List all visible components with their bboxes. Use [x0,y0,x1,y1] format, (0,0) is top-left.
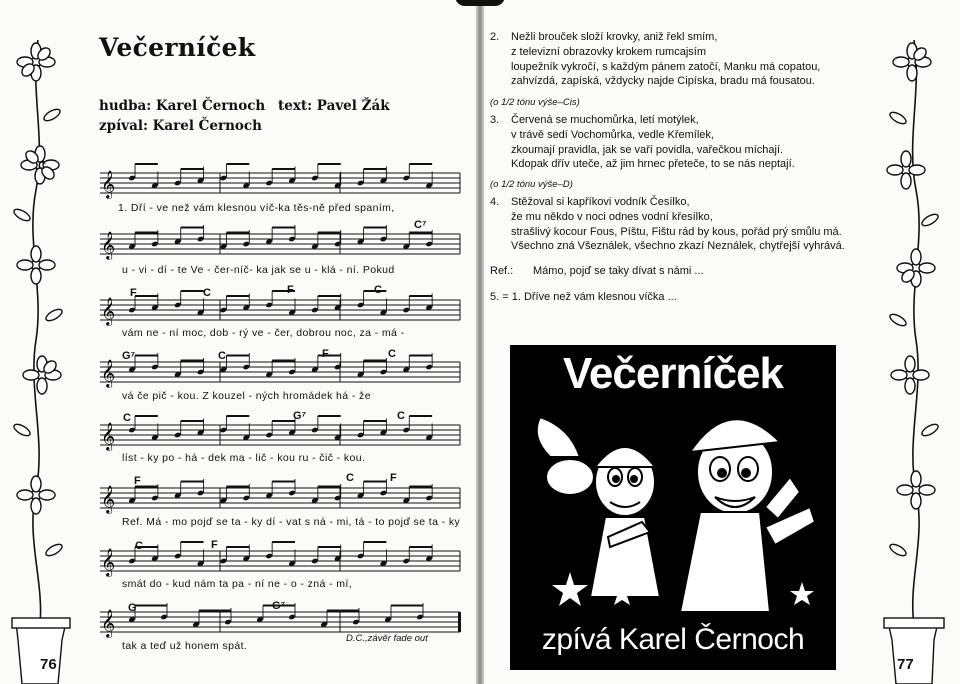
lyric-line: vá če pič - kou. Z kouzel - ných hromádek há - že [122,390,371,402]
lyric-line: 1. Dří - ve než vám klesnou víč-ka těs-ně před spaním, [118,202,395,214]
transpose-note: (o 1/2 tónu výše–D) [490,179,573,190]
staff-system [100,542,460,577]
chord-symbol: G⁷ [293,410,307,422]
lyric-line: vám ne - ní moc, dob - rý ve - čer, dobrou noc, za - má - [122,327,405,339]
staff-system [100,479,460,514]
verse-line: Červená se muchomůrka, letí motýlek, [511,114,699,126]
svg-text:𝄞: 𝄞 [101,170,116,198]
dc-note: D.C.,závěr fade out [346,633,428,644]
page-number-left: 76 [40,656,57,673]
chord-symbol: C⁷ [414,219,427,231]
verse-line: z televizní obrazovky krokem rumcajsím [511,45,706,58]
verse-line: loupežník vykročí, s každým pánem zatočí, Manku má copatou, [511,60,821,73]
verse-4 [490,195,865,255]
chord-symbol: F [390,472,397,484]
chord-symbol: C [135,540,143,552]
lyric-line: líst - ky po - há - dek ma - lič - kou ru - čič - kou. [122,452,366,464]
verse-line: Všechno zná Všeználek, všechno zkazí Neználek, chytřejší vyhrává. [511,240,845,253]
vecernicek-poster [510,345,836,670]
verse-line: Stěžoval si kapříkovi vodník Česílko, [511,196,690,208]
chord-symbol: C [203,287,211,299]
verse-5: 5. = 1. Dříve než vám klesnou víčka ... [490,291,677,303]
verse-line: zahvízdá, zapíská, vždycky najde Cipíska, bradu má fousatou. [511,75,815,88]
chord-symbol: C [388,348,396,360]
credit-text: text: Pavel Žák [278,98,390,114]
verse-number: 2. [490,31,500,43]
svg-text:𝄞: 𝄞 [101,422,116,450]
svg-text:𝄞: 𝄞 [101,548,116,576]
credit-sung: zpíval: Karel Černoch [99,118,262,134]
song-title: Večerníček [99,33,256,62]
verse-2 [490,30,860,90]
lyric-line: Ref. Má - mo pojď se ta - ky dí - vat s ná - mi, tá - to pojď se ta - ky [122,516,461,528]
chord-symbol: F [130,287,137,299]
flower-vine-right [876,0,956,684]
svg-text:𝄞: 𝄞 [101,609,116,637]
verse-line: že mu někdo v noci odnes vodní křesílko, [511,210,713,223]
svg-text:𝄞: 𝄞 [101,359,116,387]
svg-text:𝄞: 𝄞 [101,297,116,325]
chord-symbol: C [374,284,382,296]
staff-system [100,225,460,260]
svg-text:𝄞: 𝄞 [101,485,116,513]
staff-system [100,416,460,451]
chord-symbol: G⁷ [272,600,286,612]
verse-line: zkoumají pravidla, jak se vaří povidla, vařečkou míchají. [511,143,784,156]
binding-clip [455,0,505,6]
chord-symbol: F [134,475,141,487]
refrain-text: Mámo, pojď se taky dívat s námi ... [533,265,704,277]
chord-symbol: F [287,284,294,296]
chord-symbol: C [123,412,131,424]
staff-system [100,353,460,388]
poster-title: Večerníček [563,349,783,398]
verse-line: Nežli brouček složí krovky, aniž řekl smím, [511,31,718,43]
flower-vine-left [0,0,80,684]
verse-line: strašlivý kocour Fous, Píštu, Fištu rád by kous, pořád prý smůlu má. [511,225,842,238]
staff-system [100,164,460,199]
verse-3 [490,113,860,173]
verse-number: 3. [490,114,500,126]
chord-symbol: C [346,472,354,484]
lyric-line: u - vi - dí - te Ve - čer-níč- ka jak se u - klá - ní. Pokud [122,264,395,276]
lyric-line: tak a teď už honem spát. [122,640,248,652]
chord-symbol: F [211,539,218,551]
verse-line: v trávě sedí Vochomůrka, vedle Křemílek, [511,128,714,141]
credit-music: hudba: Karel Černoch [99,98,266,114]
chord-symbol: G⁷ [122,350,136,362]
verse-number: 4. [490,196,500,208]
staff-system [100,291,460,326]
transpose-note: (o 1/2 tónu výše–Cis) [490,97,580,108]
page-number-right: 77 [897,656,914,673]
refrain-label: Ref.: [490,265,514,277]
vecernicek-cartoon-illustration [510,397,836,622]
svg-text:𝄞: 𝄞 [101,231,116,259]
chord-symbol: F [322,348,329,360]
chord-symbol: C [218,350,226,362]
lyric-line: smát do - kud nám ta pa - ní ne - o - zná - mí, [122,578,353,590]
poster-subtitle: zpívá Karel Černoch [541,623,805,656]
verse-line: Kdopak dřív uteče, až jim hrnec přeteče, to se nás neptají. [511,158,795,171]
chord-symbol: G [128,602,137,614]
chord-symbol: C [397,410,405,422]
book-gutter [476,0,484,684]
chord-symbol: C [38,160,46,172]
